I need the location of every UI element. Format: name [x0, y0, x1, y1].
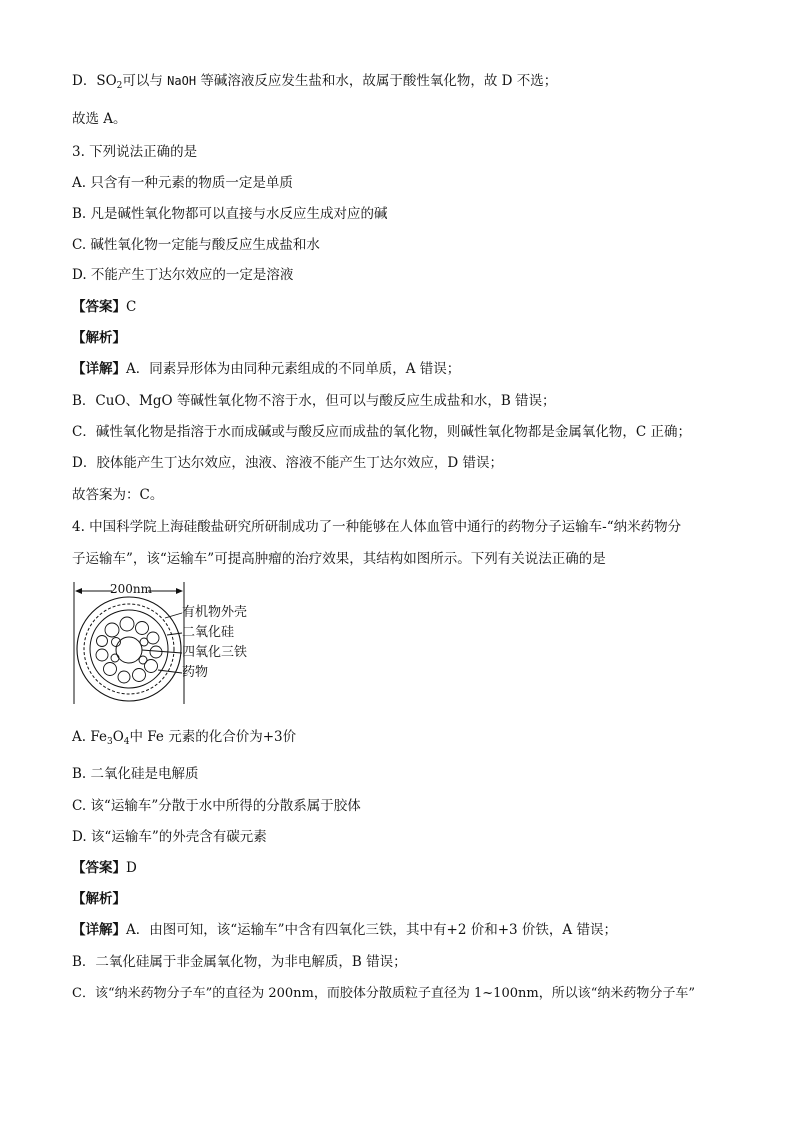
question-3: 3. 下列说法正确的是 — [72, 144, 198, 160]
option-3b: B. 凡是碱性氧化物都可以直接与水反应生成对应的碱 — [72, 206, 388, 222]
option-4a: A. $Fe_3O_4$中 Fe 元素的化合价为+3价 — [72, 729, 297, 747]
label-drug: 药物 — [182, 665, 209, 680]
label-silica: 二氧化硅 — [182, 625, 235, 640]
question-4-line1: 4. 中国科学院上海硅酸盐研究所研制成功了一种能够在人体血管中通行的药物分子运输车-“纳米药物分 — [72, 519, 682, 535]
question-4-line2: 子运输车”，该“运输车”可提高肿瘤的治疗效果，其结构如图所示。下列有关说法正确的是 — [72, 551, 606, 567]
analysis-3-tag: 【解析】 — [72, 330, 126, 346]
analysis-4-tag: 【解析】 — [72, 891, 126, 907]
option-3a: A. 只含有一种元素的物质一定是单质 — [72, 175, 293, 191]
detail-3b: B．CuO、MgO 等碱性氧化物不溶于水，但可以与酸反应生成盐和水，B 错误； — [72, 393, 556, 409]
option-3d: D. 不能产生丁达尔效应的一定是溶液 — [72, 267, 294, 283]
label-organic-shell: 有机物外壳 — [182, 605, 248, 620]
detail-3a: 【详解】A．同素异形体为由同种元素组成的不同单质，A 错误； — [72, 361, 461, 377]
option-3c: C. 碱性氧化物一定能与酸反应生成盐和水 — [72, 237, 320, 253]
dimension-label: 200nm — [110, 582, 153, 596]
summary-3: 故答案为：C。 — [72, 487, 164, 503]
nano-carrier-diagram — [72, 580, 282, 706]
detail-4c: C．该“纳米药物分子车”的直径为 200nm，而胶体分散质粒子直径为 1~100nm，所以该“纳米药物分子车” — [72, 986, 695, 1001]
detail-3c: C．碱性氧化物是指溶于水而成碱或与酸反应而成盐的氧化物，则碱性氧化物都是金属氧化物，C 正确； — [72, 424, 691, 440]
detail-4b: B．二氧化硅属于非金属氧化物，为非电解质，B 错误； — [72, 954, 407, 970]
option-4d: D. 该“运输车”的外壳含有碳元素 — [72, 829, 267, 845]
option-4b: B. 二氧化硅是电解质 — [72, 766, 199, 782]
line-choose-a: 故选 A。 — [72, 111, 127, 127]
detail-3d: D．胶体能产生丁达尔效应，浊液、溶液不能产生丁达尔效应，D 错误； — [72, 455, 503, 471]
answer-4: 【答案】D — [72, 860, 137, 876]
detail-4a: 【详解】A．由图可知，该“运输车”中含有四氧化三铁，其中有+2 价和+3 价铁，A 错误； — [72, 922, 617, 938]
line-d-so2: D．$SO_2$可以与 NaOH 等碱溶液反应发生盐和水，故属于酸性氧化物，故 D 不选； — [72, 73, 558, 91]
answer-3: 【答案】C — [72, 299, 137, 315]
label-iron-oxide: 四氧化三铁 — [182, 645, 248, 660]
nano-carrier-figure — [72, 580, 282, 706]
option-4c: C. 该“运输车”分散于水中所得的分散系属于胶体 — [72, 798, 361, 814]
